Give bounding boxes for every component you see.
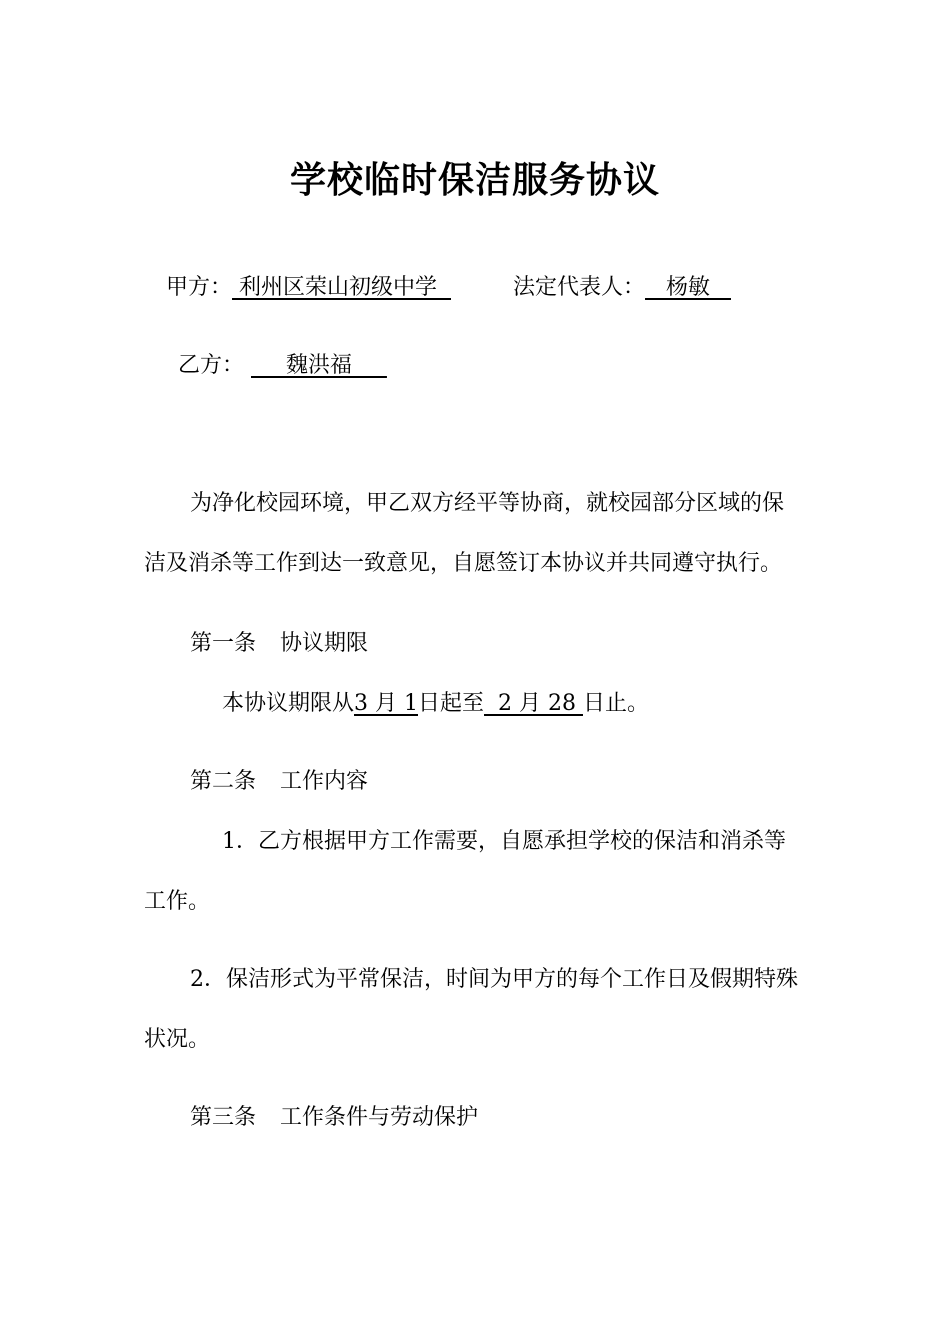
term-end: 2 月 28 xyxy=(484,691,583,716)
term-prefix: 本协议期限从 xyxy=(222,691,355,716)
party-b-row xyxy=(178,348,387,379)
article-1-title: 协议期限 xyxy=(280,631,369,656)
term-line xyxy=(222,686,649,717)
article-3-number: 第三条 xyxy=(190,1105,257,1130)
article-3-heading xyxy=(190,1100,478,1131)
item-1-line-2: 工作。 xyxy=(144,889,211,914)
item-2-line-1: 2．保洁形式为平常保洁，时间为甲方的每个工作日及假期特殊 xyxy=(190,967,798,992)
article-2-number: 第二条 xyxy=(190,769,257,794)
party-b-name: 魏洪福 xyxy=(251,353,387,378)
article-3-title: 工作条件与劳动保护 xyxy=(280,1105,479,1130)
article-2-title: 工作内容 xyxy=(280,769,369,794)
article-2-heading xyxy=(190,764,368,795)
document-title: 学校临时保洁服务协议 xyxy=(289,160,660,201)
intro-line-2: 洁及消杀等工作到达一致意见，自愿签订本协议并共同遵守执行。 xyxy=(144,551,783,576)
party-a-label: 甲方： xyxy=(166,275,233,300)
article-1-heading xyxy=(190,626,368,657)
term-start: 3 月 1 xyxy=(354,691,418,716)
item-2-line-2: 状况。 xyxy=(144,1027,211,1052)
legal-rep-row xyxy=(513,270,731,301)
term-suffix: 日止。 xyxy=(582,691,649,716)
intro-line-1: 为净化校园环境，甲乙双方经平等协商，就校园部分区域的保 xyxy=(190,491,785,516)
legal-rep-label: 法定代表人： xyxy=(513,275,646,300)
party-a-name: 利州区荣山初级中学 xyxy=(232,275,451,300)
item-1-line-1: 1．乙方根据甲方工作需要，自愿承担学校的保洁和消杀等 xyxy=(222,829,786,854)
party-a-row xyxy=(166,270,451,301)
legal-rep-name: 杨敏 xyxy=(645,275,731,300)
article-1-number: 第一条 xyxy=(190,631,257,656)
term-middle: 日起至 xyxy=(418,691,485,716)
party-b-label: 乙方： xyxy=(178,353,251,378)
